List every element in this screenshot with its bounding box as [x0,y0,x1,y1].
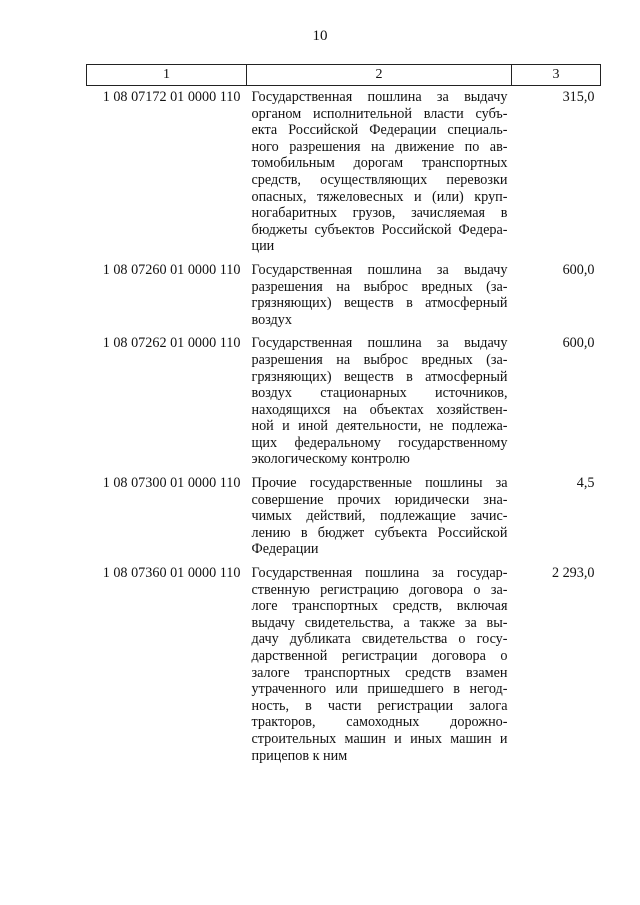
description-line: разрешения на выброс вредных (за- [251,278,508,295]
revenue-code: 1 08 07260 01 0000 110 [102,261,241,278]
revenue-amount: 600,0 [562,335,595,352]
table-header-row [87,65,601,86]
description-line: разрешения на выброс вредных (за- [251,351,508,368]
description-line: ного разрешения на движение по ав- [251,138,508,155]
revenue-amount: 315,0 [562,89,595,105]
description-line: строительных машин и иных машин и [251,730,508,747]
revenue-description [247,565,512,771]
table-row [87,565,601,771]
description-line: находящихся на объектах хозяйствен- [251,401,508,418]
description-line: ногабаритных грузов, зачисляемая в [251,205,508,222]
description-line: Федерации [251,541,319,558]
description-line: томобильным дорогам транспортных [251,155,508,172]
table-row [87,86,601,262]
description-line: грязняющих) веществ в атмосферный [251,295,508,312]
description-line: опасных, тяжеловесных и (или) круп- [251,188,508,205]
description-line: логе транспортных средств, включая [251,598,508,615]
description-line: экологическому контролю [251,451,410,468]
table-row [87,335,601,475]
budget-revenue-table [86,64,601,771]
description-line: ной и иной деятельности, не подлежа- [251,418,508,435]
description-line: бюджеты субъектов Российской Федера- [251,221,508,238]
description-line: выдачу свидетельства, а также за вы- [251,614,508,631]
description-line: прицепов к ним [251,747,348,764]
revenue-amount: 4,5 [576,475,595,492]
table-body [87,86,601,772]
description-line: ственную регистрацию договора о за- [251,581,508,598]
table-row [87,475,601,565]
revenue-code: 1 08 07262 01 0000 110 [102,335,241,352]
description-line: Прочие государственные пошлины за [251,475,508,492]
description-line: ность, в части регистрации залога [251,697,508,714]
description-line: органом исполнительной власти субъ- [251,105,508,122]
revenue-description [247,335,512,475]
page-number: 10 [312,28,328,44]
column-header-description: 2 [247,65,512,86]
description-line: залоге транспортных средств взамен [251,664,508,681]
description-line: тракторов, самоходных дорожно- [251,714,508,731]
revenue-amount: 600,0 [562,261,595,278]
revenue-amount: 2 293,0 [551,565,595,582]
description-line: екта Российской Федерации специаль- [251,122,508,139]
revenue-description [247,475,512,565]
description-line: Государственная пошлина за выдачу [251,335,508,352]
column-header-code: 1 [87,65,247,86]
description-line: средств, осуществляющих перевозки [251,171,508,188]
column-header-amount: 3 [512,65,601,86]
description-line: утраченного или пришедшего в негод- [251,681,508,698]
description-line: лению в бюджет субъекта Российской [251,524,508,541]
revenue-code: 1 08 07360 01 0000 110 [102,565,241,582]
revenue-description [247,86,512,262]
description-line: совершение прочих юридически зна- [251,491,508,508]
description-line: чимых действий, подлежащие зачис- [251,508,508,525]
description-line: Государственная пошлина за выдачу [251,89,508,105]
description-line: щих федеральному государственному [251,434,508,451]
table-row [87,262,601,335]
description-line: воздух стационарных источников, [251,385,508,402]
revenue-code: 1 08 07300 01 0000 110 [102,475,241,492]
description-line: воздух [251,311,292,328]
description-line: ции [251,238,275,255]
description-line: Государственная пошлина за государ- [251,565,508,582]
revenue-code: 1 08 07172 01 0000 110 [102,89,241,105]
description-line: дачу дубликата свидетельства о госу- [251,631,508,648]
description-line: дарственной регистрации договора о [251,648,508,664]
revenue-description [247,262,512,335]
description-line: грязняющих) веществ в атмосферный [251,368,508,385]
description-line: Государственная пошлина за выдачу [251,261,508,278]
